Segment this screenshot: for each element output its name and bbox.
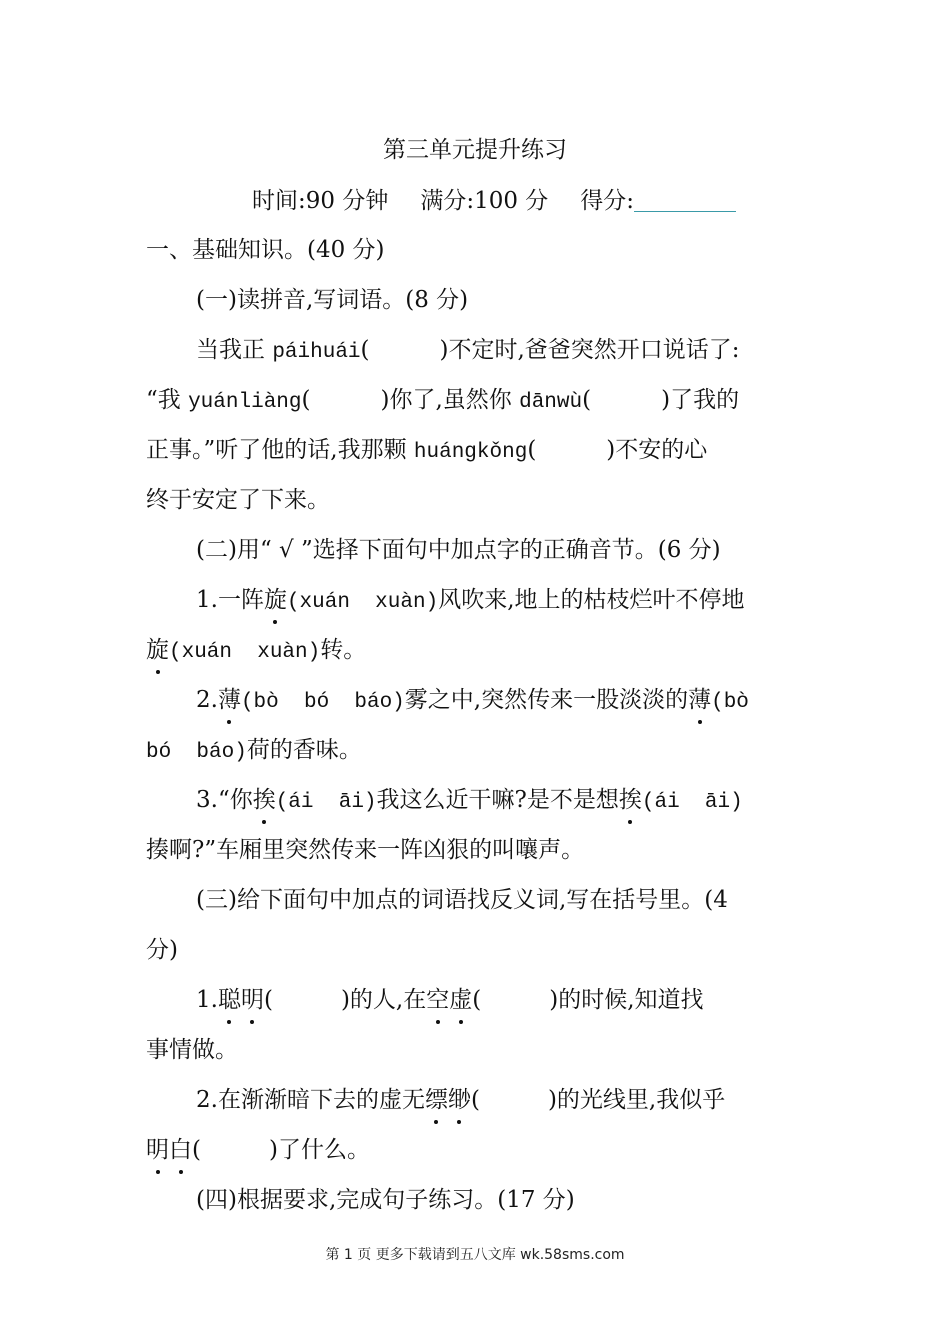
part2-q3-line2: 揍啊?”车厢里突然传来一阵凶狠的叫嚷声。	[146, 837, 585, 863]
pinyin-options[interactable]: bó báo)	[146, 741, 247, 764]
dotted-char: 薄	[688, 687, 712, 713]
part3-q2-line1	[196, 1085, 725, 1115]
text: 当我正	[196, 337, 273, 363]
pinyin: yuánliàng	[188, 391, 302, 414]
pinyin: huángkǒng	[413, 441, 528, 464]
score-blank[interactable]	[634, 185, 736, 212]
dotted-char: 缈	[447, 1087, 471, 1113]
paren-open: (	[301, 387, 311, 413]
text: 雾之中,突然传来一股淡淡的	[404, 687, 689, 713]
text: )的时候,知道找	[549, 987, 704, 1013]
exam-header	[252, 185, 736, 216]
page-title: 第三单元提升练习	[383, 137, 567, 163]
text: “我	[146, 387, 189, 413]
paren-open: (	[192, 1137, 201, 1163]
part1-line3	[146, 435, 707, 468]
page-footer: 第 1 页 更多下载请到五八文库 wk.58sms.com	[325, 1247, 625, 1263]
full-score-label: 满分:100 分	[420, 188, 549, 214]
dotted-char: 聪	[217, 987, 241, 1013]
text: )了我的	[661, 387, 740, 413]
score-label: 得分:	[580, 188, 635, 214]
part1-line1	[196, 335, 740, 368]
dotted-char: 虚	[449, 987, 473, 1013]
paren-open: (	[472, 987, 482, 1013]
dotted-char: 旋	[263, 587, 287, 613]
part3-q1-line2: 事情做。	[146, 1037, 238, 1063]
pinyin-options[interactable]: (ái āi)	[275, 791, 377, 814]
text: 风吹来,地上的枯枝烂叶不停地	[438, 587, 745, 613]
dotted-char: 旋	[146, 637, 169, 663]
paren-open: (	[360, 337, 370, 363]
pinyin: páihuái	[272, 341, 361, 364]
text: )不定时,爸爸突然开口说话了:	[439, 337, 740, 363]
part3-heading-cont: 分)	[146, 937, 178, 963]
part2-q2-line1	[196, 685, 749, 718]
dotted-char: 缥	[424, 1087, 448, 1113]
pinyin: dānwù	[519, 391, 583, 414]
text: 3.“你	[196, 787, 253, 813]
pinyin-options[interactable]: (xuán xuàn)	[286, 591, 439, 614]
dotted-char: 白	[169, 1137, 192, 1163]
pinyin-options[interactable]: (bò bó báo)	[240, 691, 405, 714]
text: )的光线里,我似乎	[547, 1087, 726, 1113]
dotted-char: 挨	[618, 787, 642, 813]
dotted-char: 明	[146, 1137, 169, 1163]
part1-line2	[146, 385, 739, 418]
pinyin-options[interactable]: (xuán xuàn)	[169, 641, 321, 664]
dotted-char: 明	[240, 987, 264, 1013]
part3-q2-line2	[146, 1135, 370, 1165]
text: 转。	[320, 637, 367, 663]
paren-open: (	[470, 1087, 480, 1113]
part2-q1-line1	[196, 585, 745, 618]
part2-q2-line2	[146, 735, 362, 768]
pinyin-options[interactable]: (bò	[711, 691, 749, 714]
text: )你了,虽然你	[380, 387, 520, 413]
pinyin-options[interactable]: (ái āi)	[641, 791, 743, 814]
time-label: 时间:90 分钟	[252, 188, 389, 214]
part2-q1-line2	[146, 635, 366, 668]
section-heading: 一、基础知识。(40 分)	[146, 237, 385, 263]
part2-heading: (二)用“ √ ”选择下面句中加点字的正确音节。(6 分)	[196, 537, 721, 563]
text: 1.一阵	[196, 587, 264, 613]
dotted-char: 挨	[252, 787, 276, 813]
paren-open: (	[263, 987, 273, 1013]
paren-open: (	[582, 387, 592, 413]
dotted-char: 薄	[217, 687, 241, 713]
text: 荷的香味。	[246, 737, 362, 763]
paren-open: (	[527, 437, 537, 463]
dotted-char: 空	[426, 987, 450, 1013]
part3-heading: (三)给下面句中加点的词语找反义词,写在括号里。(4	[196, 887, 728, 913]
text: 2.	[196, 687, 218, 713]
text: )不安的心	[606, 437, 708, 463]
part4-heading: (四)根据要求,完成句子练习。(17 分)	[196, 1187, 575, 1213]
text: )了什么。	[268, 1137, 370, 1163]
part2-q3-line1	[196, 785, 743, 818]
text: 我这么近干嘛?是不是想	[376, 787, 619, 813]
text: 2.在渐渐暗下去的虚无	[196, 1087, 425, 1113]
part3-q1-line1	[196, 985, 704, 1015]
part1-heading: (一)读拼音,写词语。(8 分)	[196, 287, 469, 313]
text: )的人,在	[340, 987, 427, 1013]
text: 1.	[196, 987, 218, 1013]
part1-line4: 终于安定了下来。	[146, 487, 330, 513]
text: 正事。”听了他的话,我那颗	[146, 437, 414, 463]
